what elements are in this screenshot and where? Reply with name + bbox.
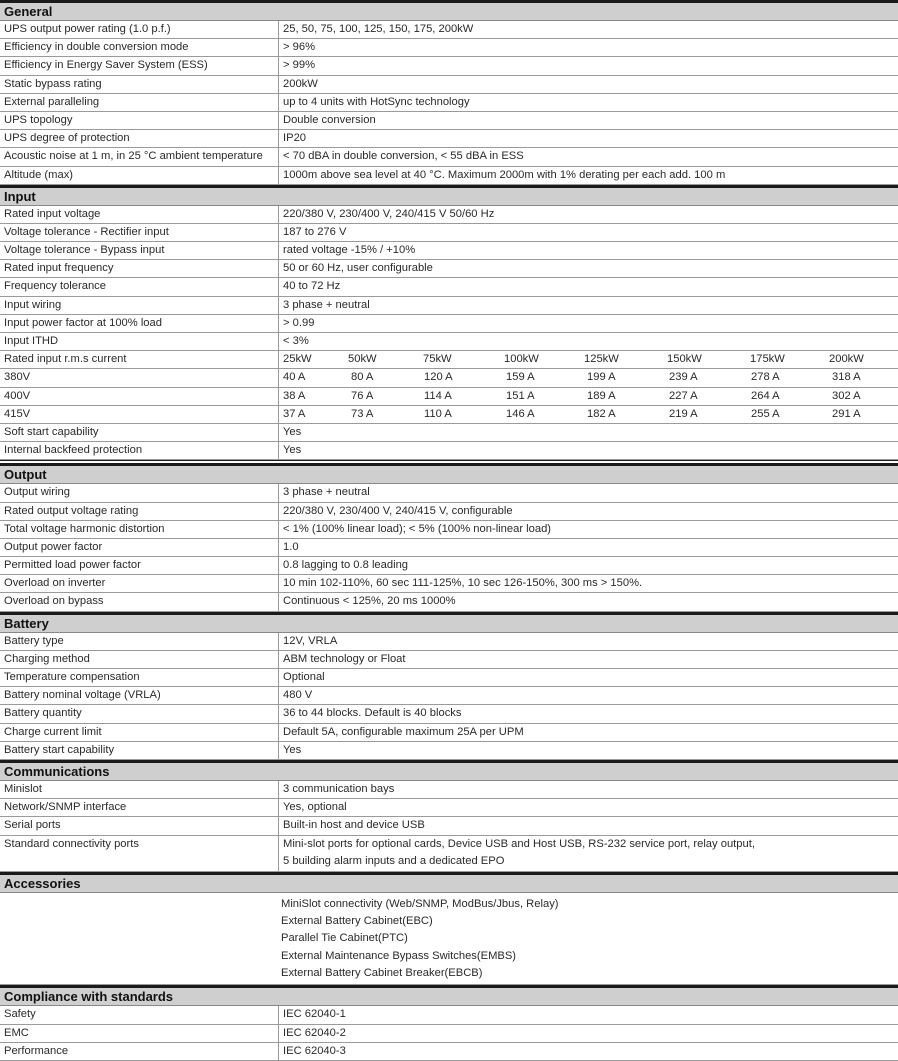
spec-label: Standard connectivity ports: [4, 837, 139, 850]
current-cell: 227 A: [669, 389, 698, 402]
spec-value: 200kW: [283, 77, 318, 90]
spec-row: [0, 724, 898, 742]
spec-value: 220/380 V, 230/400 V, 240/415 V 50/60 Hz: [283, 207, 495, 220]
current-cell: 110 A: [424, 407, 452, 420]
current-cell: 159 A: [506, 371, 535, 384]
spec-label: UPS degree of protection: [4, 132, 130, 145]
section-title-compliance: Compliance with standards: [0, 988, 898, 1006]
spec-label: Acoustic noise at 1 m, in 25 °C ambient temperature: [4, 150, 263, 163]
accessory-item: External Battery Cabinet Breaker(EBCB): [281, 967, 483, 980]
spec-label: Input power factor at 100% load: [4, 316, 162, 329]
spec-value: < 1% (100% linear load); < 5% (100% non-linear load): [283, 522, 552, 535]
spec-row: [0, 687, 898, 705]
spec-value: 480 V: [283, 689, 313, 702]
spec-label: Performance: [4, 1044, 69, 1057]
spec-label: 415V: [4, 407, 31, 420]
spec-row: [0, 297, 898, 315]
current-header-cell: 150kW: [667, 353, 702, 366]
spec-row: [0, 1025, 898, 1043]
spec-value: IEC 62040-1: [283, 1008, 346, 1021]
current-cell: 114 A: [424, 389, 452, 402]
spec-value: 40 to 72 Hz: [283, 280, 341, 293]
current-cell: 151 A: [506, 389, 535, 402]
spec-row: [0, 224, 898, 242]
spec-row: [0, 1006, 898, 1024]
spec-label: Overload on inverter: [4, 577, 106, 590]
accessories-list: [0, 893, 898, 986]
spec-value: > 99%: [283, 59, 316, 72]
spec-label: Charge current limit: [4, 725, 102, 738]
spec-row: [0, 669, 898, 687]
current-cell: 73 A: [351, 407, 374, 420]
spec-label: Soft start capability: [4, 425, 99, 438]
spec-value: [283, 836, 894, 871]
spec-row: [0, 39, 898, 57]
spec-value: rated voltage -15% / +10%: [283, 244, 416, 257]
spec-value: Yes: [283, 743, 302, 756]
spec-row: [0, 593, 898, 611]
spec-label: 400V: [4, 389, 31, 402]
spec-row: [0, 242, 898, 260]
spec-value: 1000m above sea level at 40 °C. Maximum 2000m with 1% derating per each add. 100 m: [283, 168, 726, 181]
spec-row: [0, 148, 898, 166]
spec-row: [0, 21, 898, 39]
current-cell: 120 A: [424, 371, 453, 384]
spec-row: [0, 781, 898, 799]
current-cell: 80 A: [351, 371, 374, 384]
spec-row: [0, 651, 898, 669]
current-cell: 38 A: [283, 389, 306, 402]
current-header-cell: 25kW: [283, 353, 312, 366]
spec-value: IEC 62040-2: [283, 1026, 346, 1039]
spec-value: 220/380 V, 230/400 V, 240/415 V, configurable: [283, 504, 513, 517]
spec-value: Continuous < 125%, 20 ms 1000%: [283, 595, 456, 608]
current-table-row: [0, 388, 898, 406]
spec-value: IEC 62040-3: [283, 1044, 346, 1057]
spec-row: [0, 484, 898, 502]
spec-label: Serial ports: [4, 819, 61, 832]
spec-label: Battery nominal voltage (VRLA): [4, 689, 161, 702]
spec-label: Altitude (max): [4, 168, 74, 181]
spec-row: [0, 539, 898, 557]
current-header-cell: 75kW: [423, 353, 452, 366]
current-cell: 146 A: [506, 407, 535, 420]
spec-row: [0, 799, 898, 817]
current-cell: 182 A: [587, 407, 616, 420]
section-title-accessories: Accessories: [0, 875, 898, 893]
spec-row: [0, 57, 898, 75]
spec-row: [0, 94, 898, 112]
section-title-battery: Battery: [0, 615, 898, 633]
spec-label: Rated input frequency: [4, 262, 114, 275]
current-cell: 302 A: [832, 389, 861, 402]
current-cell: 199 A: [587, 371, 616, 384]
spec-label: Output power factor: [4, 540, 103, 553]
current-header-cell: 50kW: [348, 353, 377, 366]
current-cell: 291 A: [832, 407, 861, 420]
spec-label: Network/SNMP interface: [4, 801, 127, 814]
spec-value: IP20: [283, 132, 307, 145]
spec-value: < 70 dBA in double conversion, < 55 dBA in ESS: [283, 150, 524, 163]
current-cell: 318 A: [832, 371, 861, 384]
spec-label: UPS output power rating (1.0 p.f.): [4, 23, 171, 35]
section-output: [0, 463, 898, 611]
spec-row: [0, 1043, 898, 1061]
spec-row: [0, 705, 898, 723]
section-accessories: [0, 872, 898, 986]
spec-value: > 0.99: [283, 316, 315, 329]
current-cell: 76 A: [351, 389, 374, 402]
ports-line-1: Mini-slot ports for optional cards, Device USB and Host USB, RS-232 service port, relay output,: [283, 837, 755, 850]
spec-label: Total voltage harmonic distortion: [4, 522, 165, 535]
spec-row: [0, 633, 898, 651]
spec-label: Efficiency in Energy Saver System (ESS): [4, 59, 208, 72]
spec-value: 10 min 102-110%, 60 sec 111-125%, 10 sec 126-150%, 300 ms > 150%.: [283, 577, 643, 590]
spec-label: Temperature compensation: [4, 671, 140, 683]
spec-label: Internal backfeed protection: [4, 444, 143, 457]
spec-label: Rated input voltage: [4, 207, 101, 220]
spec-value: Optional: [283, 671, 325, 683]
section-compliance: [0, 985, 898, 1061]
current-header-cell: 125kW: [584, 353, 619, 366]
spec-label: Input ITHD: [4, 335, 59, 347]
spec-value: Yes: [283, 444, 302, 457]
section-communications: [0, 760, 898, 872]
spec-value: 12V, VRLA: [283, 634, 338, 647]
spec-row: [0, 424, 898, 442]
spec-value: 3 phase + neutral: [283, 298, 370, 311]
current-cell: 219 A: [669, 407, 698, 420]
spec-row: [0, 503, 898, 521]
spec-row: [0, 76, 898, 94]
spec-value: 36 to 44 blocks. Default is 40 blocks: [283, 707, 462, 720]
spec-value: Double conversion: [283, 113, 376, 126]
accessory-item: Parallel Tie Cabinet(PTC): [281, 932, 408, 945]
spec-label: External paralleling: [4, 95, 100, 108]
current-table-row: [0, 406, 898, 424]
spec-row: [0, 557, 898, 575]
spec-row: [0, 521, 898, 539]
spec-label: Output wiring: [4, 486, 70, 499]
spec-label: Voltage tolerance - Bypass input: [4, 244, 165, 257]
spec-label: Battery start capability: [4, 743, 115, 756]
accessory-item: External Battery Cabinet(EBC): [281, 914, 433, 927]
spec-value: 187 to 276 V: [283, 225, 347, 238]
spec-label: Permitted load power factor: [4, 559, 141, 572]
section-title-general: General: [0, 3, 898, 21]
spec-label: Charging method: [4, 652, 90, 665]
spec-label: Rated input r.m.s current: [4, 353, 127, 366]
spec-row: [0, 167, 898, 185]
spec-value: 0.8 lagging to 0.8 leading: [283, 559, 409, 572]
spec-row: [0, 260, 898, 278]
spec-label: Voltage tolerance - Rectifier input: [4, 225, 169, 238]
spec-row: [0, 206, 898, 224]
current-cell: 239 A: [669, 371, 698, 384]
accessory-item: External Maintenance Bypass Switches(EMBS): [281, 949, 517, 962]
spec-value: Yes: [283, 425, 302, 438]
spec-value: Default 5A, configurable maximum 25A per UPM: [283, 725, 524, 738]
spec-label: Static bypass rating: [4, 77, 102, 90]
spec-value: 25, 50, 75, 100, 125, 150, 175, 200kW: [283, 23, 474, 35]
spec-row: [0, 278, 898, 296]
spec-row: [0, 442, 898, 460]
current-cell: 278 A: [751, 371, 780, 384]
current-table-header: [0, 351, 898, 369]
current-cell: 255 A: [751, 407, 780, 420]
spec-label: UPS topology: [4, 113, 73, 126]
spec-label: EMC: [4, 1026, 29, 1039]
current-table-row: [0, 369, 898, 387]
spec-value: < 3%: [283, 335, 309, 347]
current-cell: 264 A: [751, 389, 780, 402]
section-input: [0, 185, 898, 464]
spec-row: [0, 836, 898, 872]
ports-line-2: 5 building alarm inputs and a dedicated EPO: [283, 855, 505, 867]
spec-row: [0, 315, 898, 333]
spec-label: Battery quantity: [4, 707, 82, 720]
spec-value: up to 4 units with HotSync technology: [283, 95, 470, 108]
spec-label: Minislot: [4, 782, 42, 795]
current-header-cell: 100kW: [504, 353, 539, 366]
spec-value: Built-in host and device USB: [283, 819, 425, 832]
current-header-cell: 200kW: [829, 353, 864, 366]
spec-label: Input wiring: [4, 298, 62, 311]
spec-value: 3 phase + neutral: [283, 486, 370, 499]
spec-row: [0, 333, 898, 351]
spec-label: Safety: [4, 1008, 36, 1021]
current-cell: 40 A: [283, 371, 306, 384]
spec-value: 3 communication bays: [283, 782, 395, 795]
current-header-cell: 175kW: [750, 353, 785, 366]
section-title-communications: Communications: [0, 763, 898, 781]
spec-row: [0, 130, 898, 148]
spec-value: > 96%: [283, 41, 316, 54]
spec-value: 1.0: [283, 540, 299, 553]
section-general: [0, 0, 898, 185]
spec-value: 50 or 60 Hz, user configurable: [283, 262, 433, 275]
spec-row: [0, 817, 898, 835]
current-cell: 189 A: [587, 389, 616, 402]
spec-label: Battery type: [4, 634, 64, 647]
accessory-item: MiniSlot connectivity (Web/SNMP, ModBus/Jbus, Relay): [281, 897, 559, 910]
section-title-input: Input: [0, 188, 898, 206]
spec-label: Frequency tolerance: [4, 280, 106, 293]
spec-row: [0, 575, 898, 593]
spec-value: Yes, optional: [283, 801, 347, 814]
spec-label: Rated output voltage rating: [4, 504, 139, 517]
spec-value: ABM technology or Float: [283, 652, 406, 665]
spec-row: [0, 742, 898, 760]
spec-label: 380V: [4, 371, 31, 384]
spec-label: Efficiency in double conversion mode: [4, 41, 189, 54]
section-title-output: Output: [0, 466, 898, 484]
spec-label: Overload on bypass: [4, 595, 104, 608]
spec-row: [0, 112, 898, 130]
current-cell: 37 A: [283, 407, 306, 420]
section-battery: [0, 612, 898, 760]
